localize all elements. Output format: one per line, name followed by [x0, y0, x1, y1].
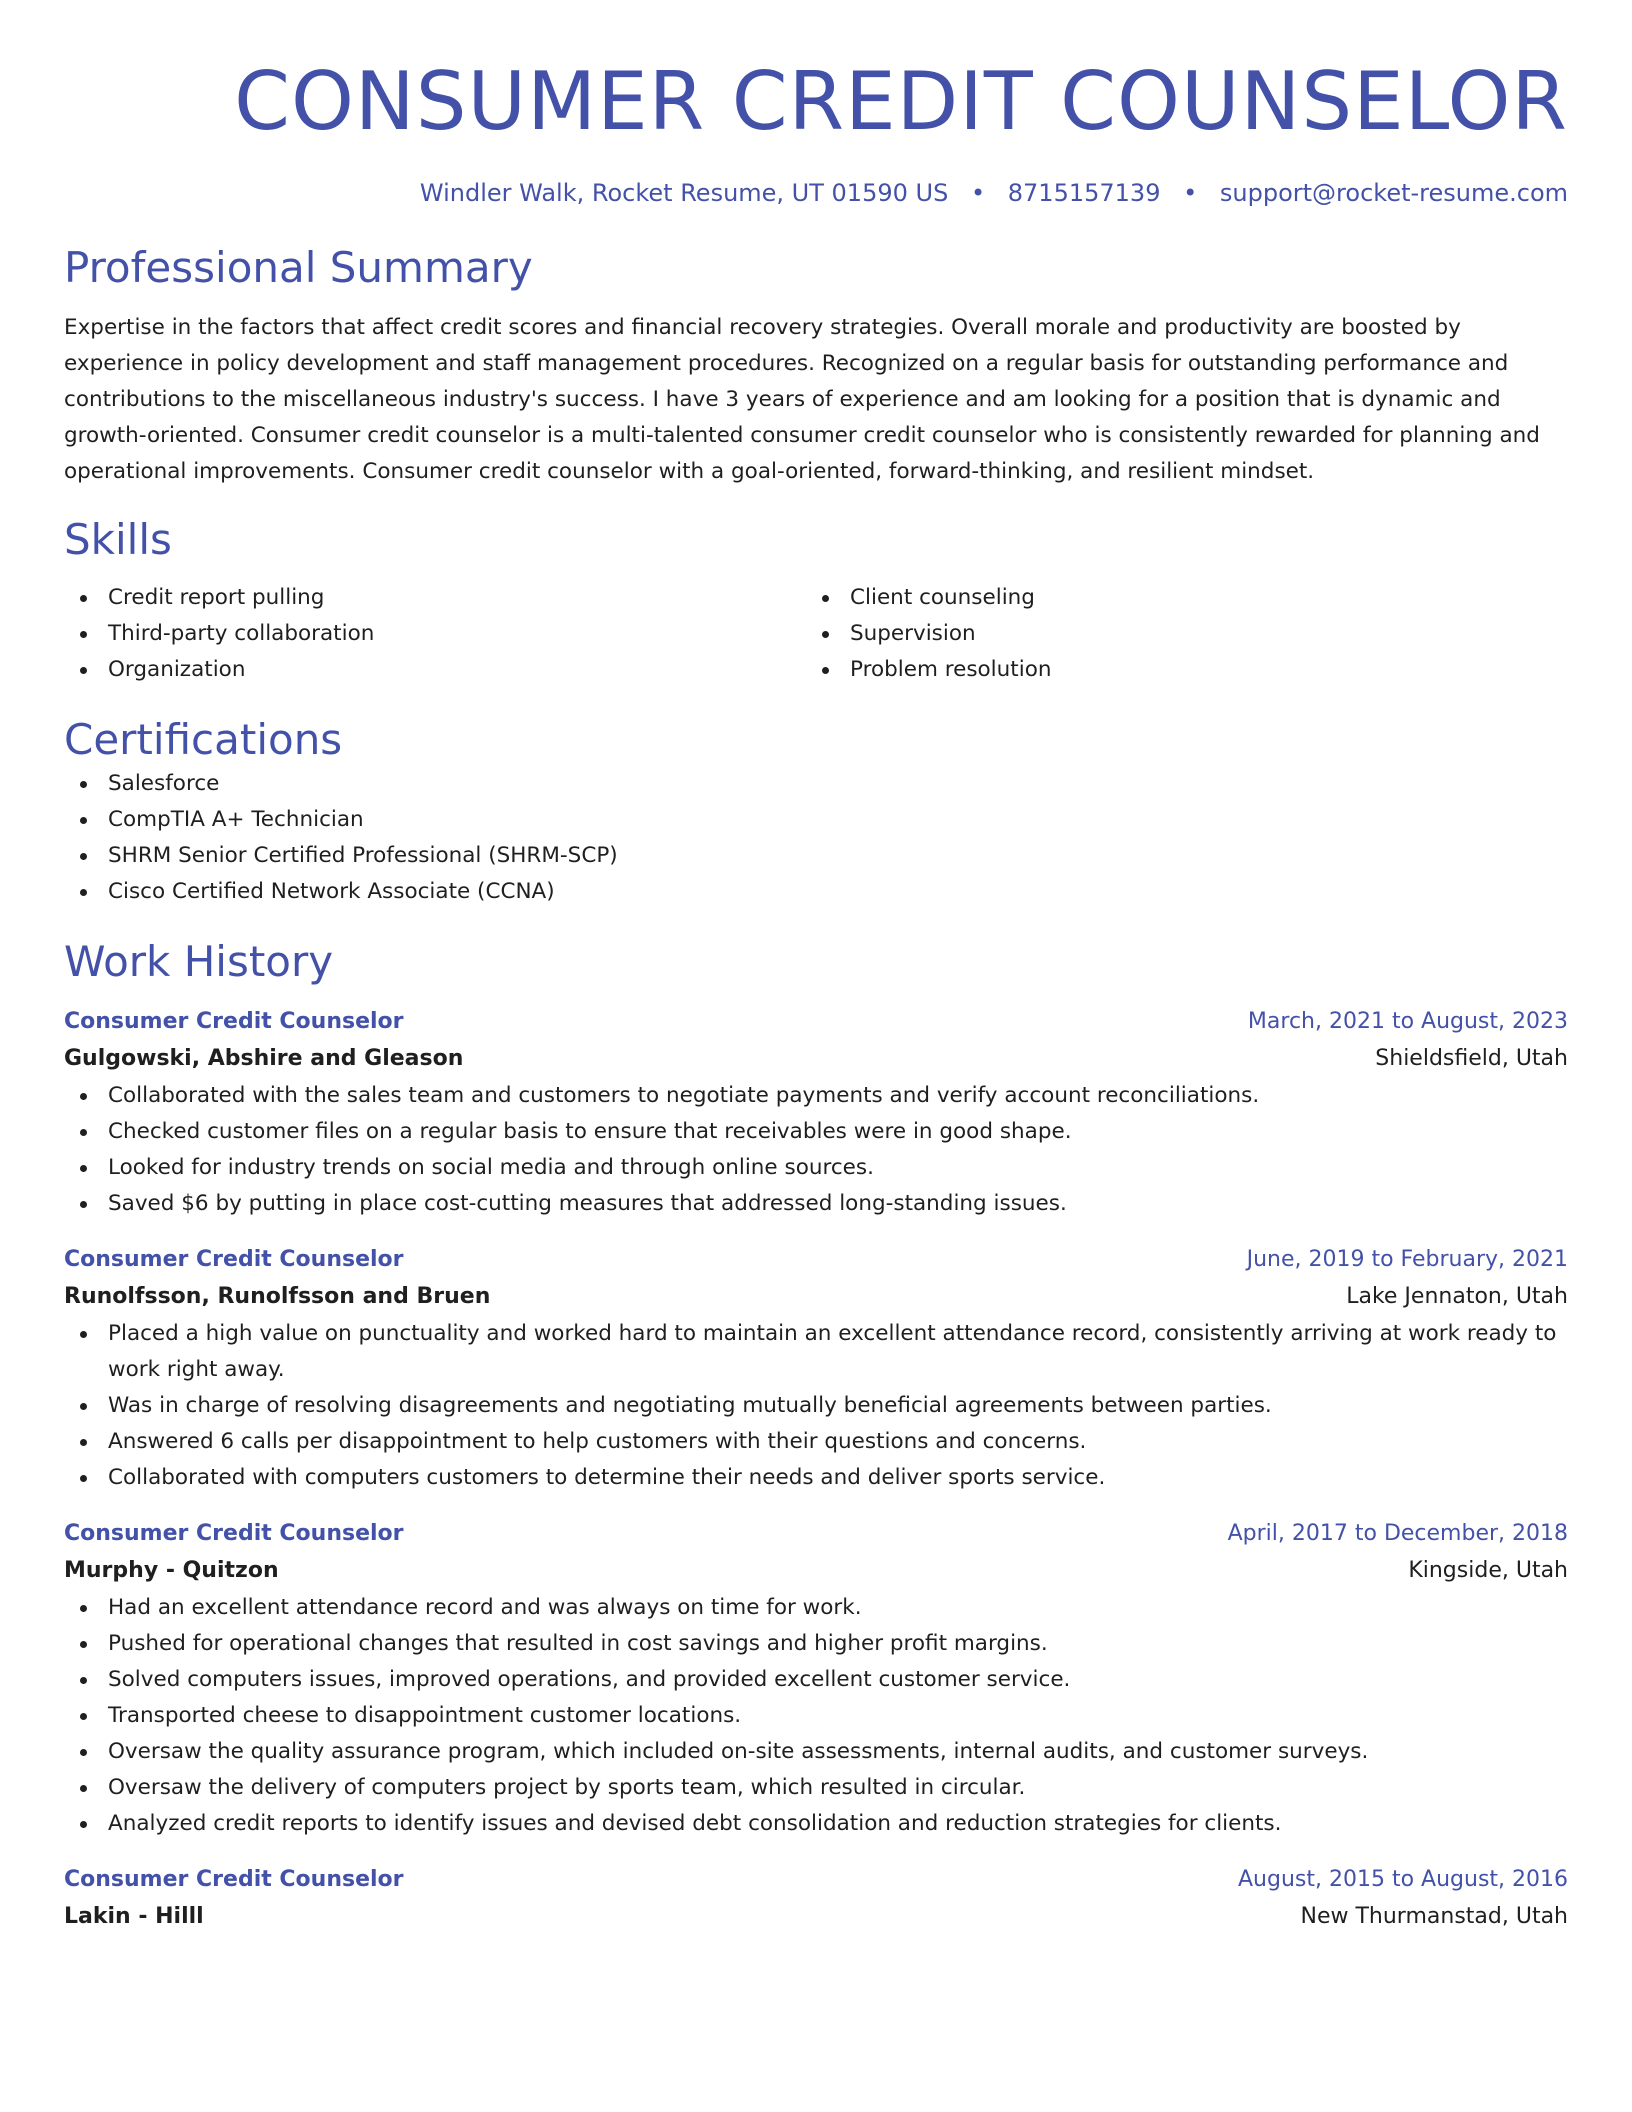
job-dates: August, 2015 to August, 2016 — [1238, 1867, 1568, 1892]
resume-page — [64, 0, 1568, 1936]
job-bullet: Answered 6 calls per disappointment to help customers with their questions and concerns. — [64, 1424, 1568, 1460]
skill-item: Credit report pulling — [64, 580, 806, 616]
job-bullet: Oversaw the quality assurance program, which included on-site assessments, internal audits, and customer surveys. — [64, 1734, 1568, 1770]
job-title-row — [64, 1516, 1568, 1552]
job-location: Shieldsfield, Utah — [1375, 1046, 1568, 1071]
job-bullet: Placed a high value on punctuality and worked hard to maintain an excellent attendance record, consistently arriving at work ready to work right away. — [64, 1316, 1568, 1388]
job-company: Lakin - Hilll — [64, 1904, 204, 1929]
job-bullet: Looked for industry trends on social media and through online sources. — [64, 1150, 1568, 1186]
contact-line — [64, 178, 1568, 208]
contact-phone: 8715157139 — [1007, 179, 1161, 207]
contact-email: support@rocket-resume.com — [1219, 179, 1568, 207]
job-bullet: Transported cheese to disappointment customer locations. — [64, 1698, 1568, 1734]
job-entry — [64, 1242, 1568, 1496]
certifications-heading: Certifications — [64, 715, 343, 764]
job-bullet-list — [64, 1316, 1568, 1496]
job-title-row — [64, 1004, 1568, 1040]
contact-separator: • — [1183, 179, 1198, 207]
job-bullet: Analyzed credit reports to identify issues and devised debt consolidation and reduction strategies for clients. — [64, 1806, 1568, 1842]
job-title: Consumer Credit Counselor — [64, 1867, 404, 1892]
job-company-row — [64, 1040, 1568, 1078]
job-company-row — [64, 1278, 1568, 1316]
summary-heading: Professional Summary — [64, 243, 533, 292]
skills-list-right — [806, 580, 1548, 688]
contact-address: Windler Walk, Rocket Resume, UT 01590 US — [419, 179, 949, 207]
certification-item: SHRM Senior Certified Professional (SHRM-SCP) — [64, 838, 1568, 874]
contact-separator: • — [970, 179, 986, 207]
certification-item: CompTIA A+ Technician — [64, 802, 1568, 838]
skills-heading: Skills — [64, 515, 172, 564]
skill-item: Client counseling — [806, 580, 1548, 616]
skill-item: Supervision — [806, 616, 1548, 652]
job-dates: June, 2019 to February, 2021 — [1246, 1247, 1568, 1272]
job-company-row — [64, 1552, 1568, 1590]
job-company: Runolfsson, Runolfsson and Bruen — [64, 1284, 491, 1309]
job-bullet: Was in charge of resolving disagreements and negotiating mutually beneficial agreements between parties. — [64, 1388, 1568, 1424]
job-bullet: Pushed for operational changes that resulted in cost savings and higher profit margins. — [64, 1626, 1568, 1662]
work-history-list — [64, 1004, 1568, 1936]
job-title: Consumer Credit Counselor — [64, 1521, 404, 1546]
job-bullet: Oversaw the delivery of computers project by sports team, which resulted in circular. — [64, 1770, 1568, 1806]
job-company-row — [64, 1898, 1568, 1936]
resume-title: CONSUMER CREDIT COUNSELOR — [234, 55, 1568, 148]
job-entry — [64, 1516, 1568, 1842]
job-bullet-list — [64, 1590, 1568, 1842]
job-title: Consumer Credit Counselor — [64, 1009, 404, 1034]
job-dates: April, 2017 to December, 2018 — [1227, 1521, 1568, 1546]
job-entry — [64, 1862, 1568, 1936]
certifications-list — [64, 766, 1568, 910]
skill-item: Organization — [64, 652, 806, 688]
job-bullet: Checked customer files on a regular basis to ensure that receivables were in good shape. — [64, 1114, 1568, 1150]
job-dates: March, 2021 to August, 2023 — [1247, 1009, 1568, 1034]
job-title-row — [64, 1242, 1568, 1278]
skills-grid — [64, 580, 1568, 688]
job-bullet: Solved computers issues, improved operations, and provided excellent customer service. — [64, 1662, 1568, 1698]
skill-item: Problem resolution — [806, 652, 1548, 688]
job-title: Consumer Credit Counselor — [64, 1247, 404, 1272]
job-company: Murphy - Quitzon — [64, 1558, 279, 1583]
job-location: New Thurmanstad, Utah — [1300, 1904, 1568, 1929]
certification-item: Salesforce — [64, 766, 1568, 802]
job-company: Gulgowski, Abshire and Gleason — [64, 1046, 464, 1071]
job-bullet-list — [64, 1078, 1568, 1222]
skill-item: Third-party collaboration — [64, 616, 806, 652]
job-location: Kingside, Utah — [1408, 1558, 1568, 1583]
summary-text: Expertise in the factors that affect credit scores and financial recovery strategies. Overall morale and productivity are boosted by experience in policy development and staff management procedures. Recognized on a regular basis for outstanding performance and contributions to the miscellaneous industry's success. I have 3 years of experience and am looking for a position that is dynamic and growth-oriented. Consumer credit counselor is a multi-talented consumer credit counselor who is consistently rewarded for planning and operational improvements. Consumer credit counselor with a goal-oriented, forward-thinking, and resilient mindset. — [64, 315, 1540, 484]
certification-item: Cisco Certified Network Associate (CCNA) — [64, 874, 1568, 910]
job-location: Lake Jennaton, Utah — [1346, 1284, 1568, 1309]
job-entry — [64, 1004, 1568, 1222]
job-bullet: Collaborated with computers customers to determine their needs and deliver sports service. — [64, 1460, 1568, 1496]
job-bullet: Had an excellent attendance record and was always on time for work. — [64, 1590, 1568, 1626]
job-title-row — [64, 1862, 1568, 1898]
job-bullet: Collaborated with the sales team and customers to negotiate payments and verify account reconciliations. — [64, 1078, 1568, 1114]
job-bullet: Saved $6 by putting in place cost-cutting measures that addressed long-standing issues. — [64, 1186, 1568, 1222]
skills-list-left — [64, 580, 806, 688]
work-history-heading: Work History — [64, 937, 334, 986]
